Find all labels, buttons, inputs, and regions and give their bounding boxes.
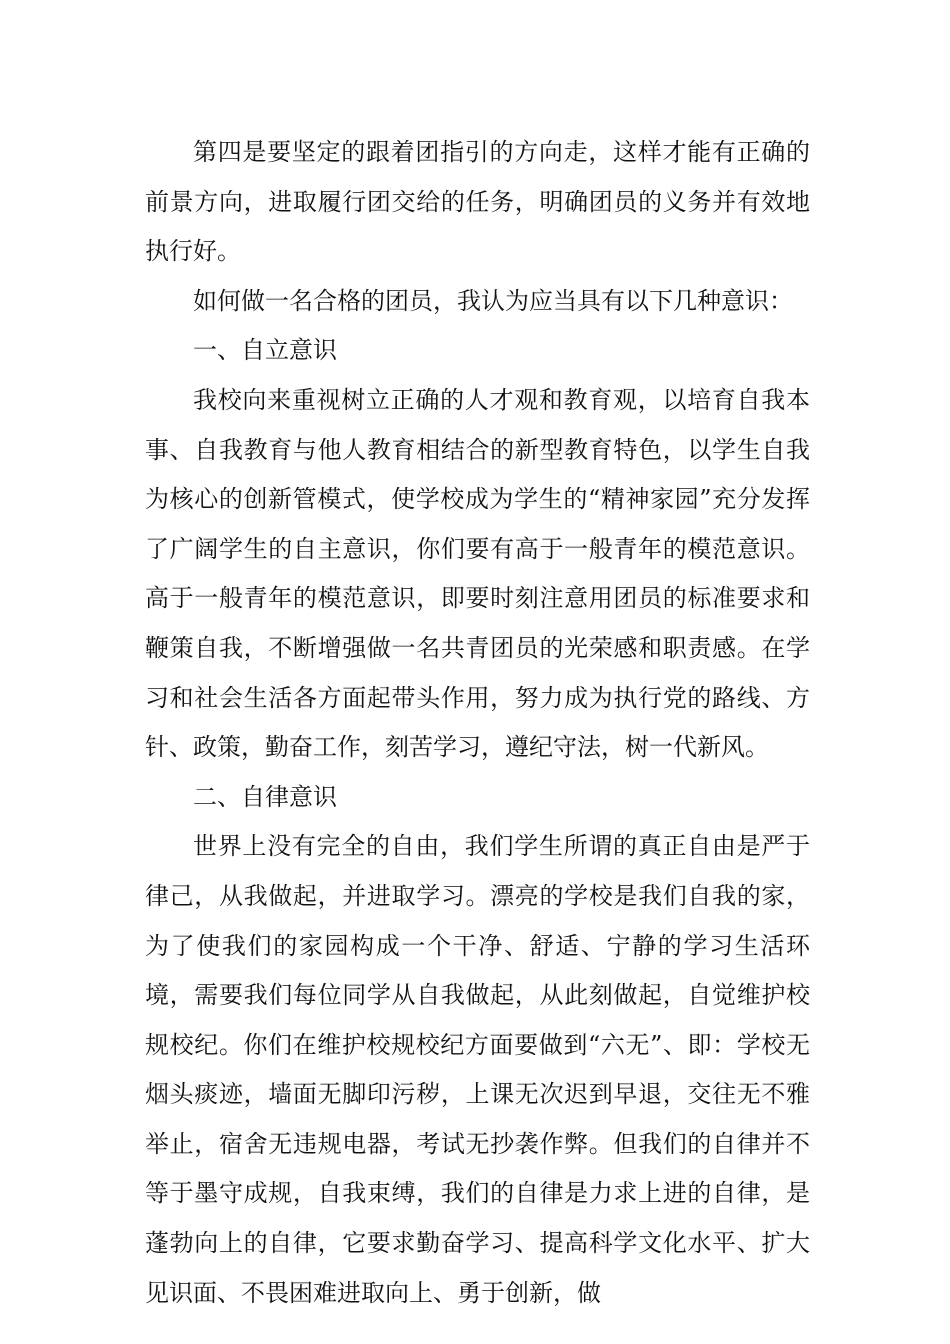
heading-self-discipline: 二、自律意识 (193, 782, 337, 811)
document-body (145, 128, 810, 1318)
paragraph-self-discipline: 世界上没有完全的自由，我们学生所谓的真正自由是严于律己，从我做起，并进取学习。漂亮的学校是我们自我的家，为了使我们的家园构成一个干净、舒适、宁静的学习生活环境，需要我们每位同学从自我做起，从此刻做起，自觉维护校规校纪。你们在维护校规校纪方面要做到“六无”、即：学校无烟头痰迹，墙面无脚印污秽，上课无次迟到早退，交往无不雅举止，宿舍无违规电器，考试无抄袭作弊。但我们的自律并不等于墨守成规，自我束缚，我们的自律是力求上进的自律，是蓬勃向上的自律，它要求勤奋学习、提高科学文化水平、扩大见识面、不畏困难进取向上、勇于创新，做 (145, 832, 810, 1307)
paragraph-self-reliance: 我校向来重视树立正确的人才观和教育观，以培育自我本事、自我教育与他人教育相结合的新型教育特色，以学生自我为核心的创新管模式，使学校成为学生的“精神家园”充分发挥了广阔学生的自主意识，你们要有高于一般青年的模范意识。高于一般青年的模范意识，即要时刻注意用团员的标准要求和鞭策自我，不断增强做一名共青团员的光荣感和职责感。在学习和社会生活各方面起带头作用，努力成为执行党的路线、方针、政策，勤奋工作，刻苦学习，遵纪守法，树一代新风。 (145, 385, 810, 762)
heading-self-reliance: 一、自立意识 (193, 336, 337, 365)
paragraph-qualified-member: 如何做一名合格的团员，我认为应当具有以下几种意识： (193, 286, 793, 315)
paragraph-direction: 第四是要坚定的跟着团指引的方向走，这样才能有正确的前景方向，进取履行团交给的任务，明确团员的义务并有效地执行好。 (145, 138, 810, 266)
